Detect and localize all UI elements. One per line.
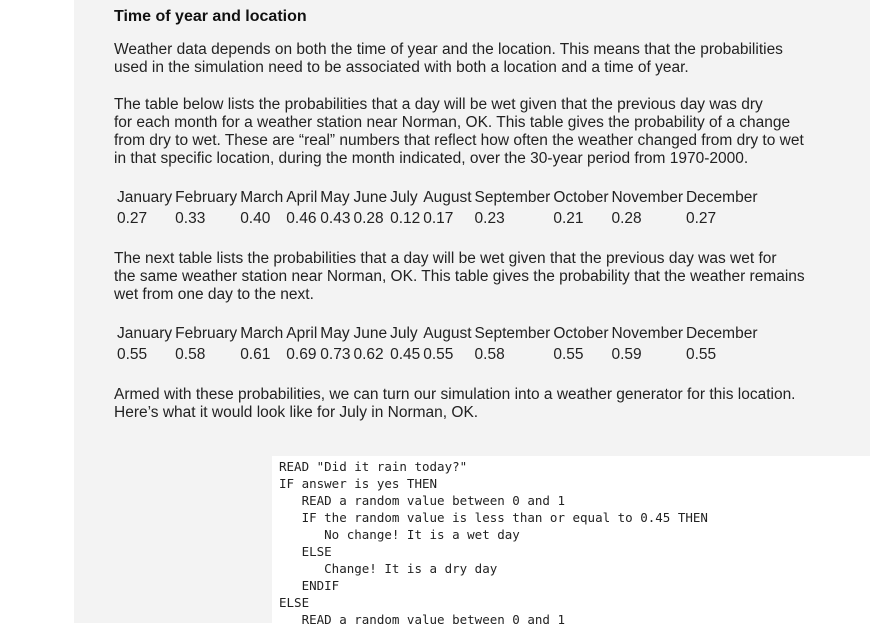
- table-header-row: [114, 323, 757, 344]
- probability-cell: 0.55: [553, 346, 584, 363]
- month-header: October: [553, 325, 609, 342]
- generator-intro-paragraph: [114, 386, 796, 422]
- month-header: January: [117, 189, 173, 206]
- probability-cell: 0.28: [353, 210, 384, 227]
- probability-cell: 0.28: [611, 210, 642, 227]
- month-header: February: [175, 189, 238, 206]
- wet-to-wet-paragraph: [114, 250, 805, 304]
- text-line: in that specific location, during the month indicated, over the 30-year period from 1970-2000.: [114, 150, 749, 167]
- month-header: June: [353, 325, 388, 342]
- probability-cell: 0.33: [175, 210, 206, 227]
- text-line: the same weather station near Norman, OK. This table gives the probability that the weather remains: [114, 268, 805, 285]
- pseudocode-block: [272, 456, 870, 627]
- code-line: IF the random value is less than or equal to 0.45 THEN: [279, 510, 708, 525]
- probability-cell: 0.27: [117, 210, 148, 227]
- text-line: used in the simulation need to be associated with both a location and a time of year.: [114, 59, 689, 76]
- month-header: January: [117, 325, 173, 342]
- probability-cell: 0.55: [117, 346, 148, 363]
- month-header: August: [423, 189, 472, 206]
- month-header: December: [685, 189, 758, 206]
- table-header-row: [114, 187, 757, 208]
- text-line: Weather data depends on both the time of year and the location. This means that the probabilities: [114, 41, 783, 58]
- code-line: Change! It is a dry day: [279, 561, 498, 576]
- code-line: ELSE: [279, 544, 332, 559]
- month-header: March: [240, 189, 284, 206]
- month-header: April: [286, 325, 318, 342]
- code-line: READ a random value between 0 and 1: [279, 493, 565, 508]
- probability-cell: 0.73: [320, 346, 351, 363]
- month-header: May: [320, 325, 350, 342]
- month-header: September: [474, 325, 551, 342]
- text-line: Here’s what it would look like for July in Norman, OK.: [114, 404, 479, 421]
- month-header: November: [611, 325, 683, 342]
- month-header: July: [390, 325, 418, 342]
- text-line: for each month for a weather station near Norman, OK. This table gives the probability of a change: [114, 114, 791, 131]
- text-line: Armed with these probabilities, we can turn our simulation into a weather generator for this location.: [114, 386, 796, 403]
- code-line: ENDIF: [279, 578, 340, 593]
- text-line: wet from one day to the next.: [114, 286, 314, 303]
- code-line: READ "Did it rain today?": [279, 459, 468, 474]
- intro-paragraph: [114, 41, 783, 77]
- probability-cell: 0.27: [685, 210, 717, 227]
- probability-cell: 0.46: [286, 210, 317, 227]
- text-line: from dry to wet. These are “real” numbers that reflect how often the weather changed from dry to wet: [114, 132, 804, 149]
- probability-cell: 0.21: [553, 210, 584, 227]
- month-header: December: [685, 325, 758, 342]
- probability-cell: 0.59: [611, 346, 642, 363]
- month-header: July: [390, 189, 418, 206]
- text-line: The table below lists the probabilities that a day will be wet given that the previous day was dry: [114, 96, 763, 113]
- probability-cell: 0.55: [685, 346, 717, 363]
- code-line: READ a random value between 0 and 1: [279, 612, 565, 627]
- dry-to-wet-table: [114, 187, 757, 229]
- probability-cell: 0.17: [423, 210, 454, 227]
- code-line: IF answer is yes THEN: [279, 476, 438, 491]
- probability-cell: 0.45: [390, 346, 421, 363]
- month-header: September: [474, 189, 551, 206]
- month-header: June: [353, 189, 388, 206]
- code-line: No change! It is a wet day: [279, 527, 520, 542]
- probability-cell: 0.69: [286, 346, 317, 363]
- table-row: [114, 208, 757, 229]
- dry-to-wet-paragraph: [114, 96, 804, 168]
- month-header: April: [286, 189, 318, 206]
- month-header: February: [175, 325, 238, 342]
- probability-cell: 0.40: [240, 210, 271, 227]
- probability-cell: 0.58: [175, 346, 206, 363]
- probability-cell: 0.61: [240, 346, 271, 363]
- month-header: August: [423, 325, 472, 342]
- probability-cell: 0.62: [353, 346, 384, 363]
- text-line: The next table lists the probabilities that a day will be wet given that the previous day was wet for: [114, 250, 777, 267]
- probability-cell: 0.23: [474, 210, 505, 227]
- month-header: May: [320, 189, 350, 206]
- probability-cell: 0.43: [320, 210, 351, 227]
- section-title: Time of year and location: [114, 8, 307, 25]
- month-header: March: [240, 325, 284, 342]
- month-header: November: [611, 189, 683, 206]
- wet-to-wet-table: [114, 323, 757, 365]
- probability-cell: 0.55: [423, 346, 454, 363]
- table-row: [114, 344, 757, 365]
- probability-cell: 0.12: [390, 210, 421, 227]
- code-line: ELSE: [279, 595, 310, 610]
- probability-cell: 0.58: [474, 346, 505, 363]
- month-header: October: [553, 189, 609, 206]
